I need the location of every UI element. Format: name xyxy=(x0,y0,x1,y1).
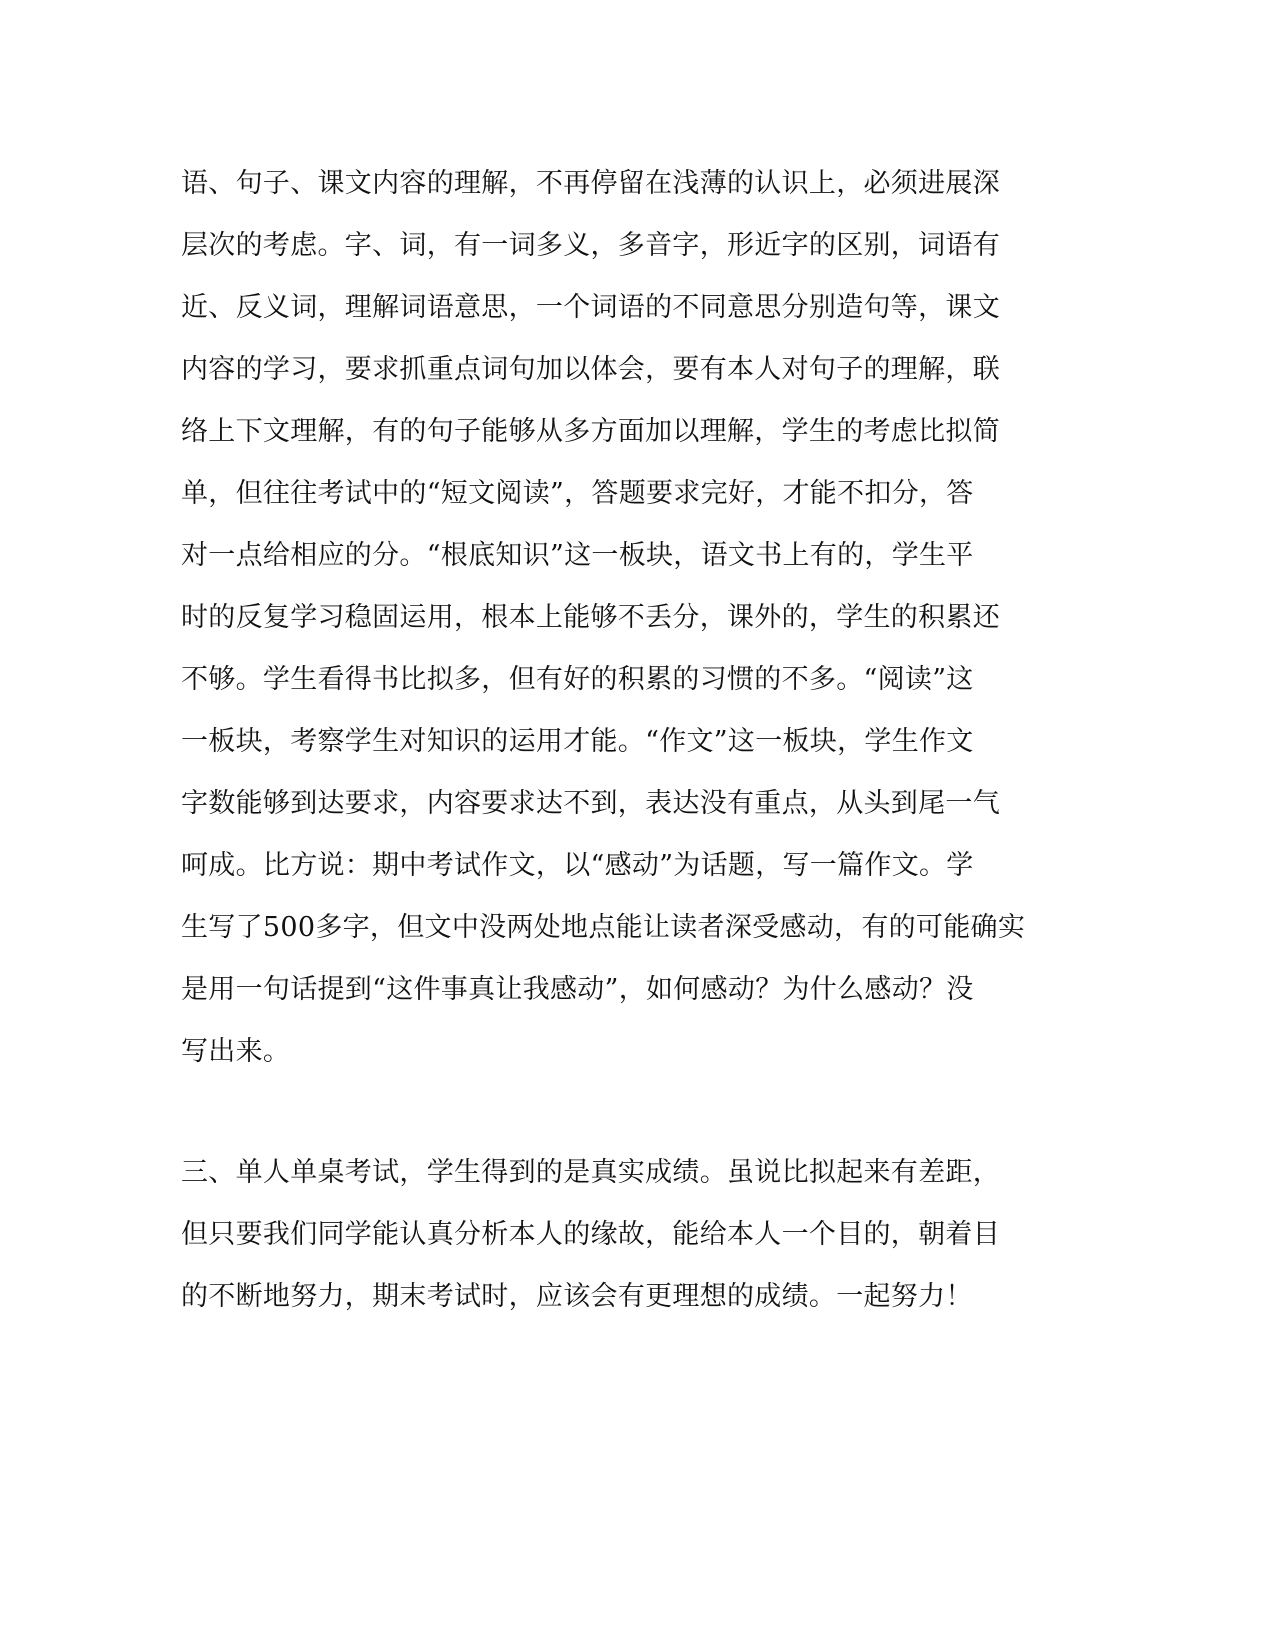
paragraph-section-three xyxy=(181,1142,1081,1328)
text-line: 一板块，考察学生对知识的运用才能。“作文”这一板块，学生作文 xyxy=(181,726,974,757)
text-line: 字数能够到达要求，内容要求达不到，表达没有重点，从头到尾一气 xyxy=(181,788,1000,819)
text-line: 时的反复学习稳固运用，根本上能够不丢分，课外的，学生的积累还 xyxy=(181,602,1000,633)
text-line: 不够。学生看得书比拟多，但有好的积累的习惯的不多。“阅读”这 xyxy=(181,664,974,695)
text-line: 呵成。比方说：期中考试作文，以“感动”为话题，写一篇作文。学 xyxy=(181,850,974,881)
text-line: 内容的学习，要求抓重点词句加以体会，要有本人对句子的理解，联 xyxy=(181,354,1000,385)
text-line: 单，但往往考试中的“短文阅读”，答题要求完好，才能不扣分，答 xyxy=(181,478,974,509)
paragraph-exam-analysis xyxy=(181,153,1081,1083)
text-line: 对一点给相应的分。“根底知识”这一板块，语文书上有的，学生平 xyxy=(181,540,974,571)
text-line: 但只要我们同学能认真分析本人的缘故，能给本人一个目的，朝着目 xyxy=(181,1219,1000,1250)
text-line: 的不断地努力，期末考试时，应该会有更理想的成绩。一起努力！ xyxy=(181,1281,973,1312)
text-line: 生写了500多字，但文中没两处地点能让读者深受感动，有的可能确实 xyxy=(181,912,1026,943)
text-line: 络上下文理解，有的句子能够从多方面加以理解，学生的考虑比拟简 xyxy=(181,416,1000,447)
text-line: 写出来。 xyxy=(181,1036,291,1067)
text-line: 语、句子、课文内容的理解，不再停留在浅薄的认识上，必须进展深 xyxy=(181,168,1000,199)
text-line: 近、反义词，理解词语意思，一个词语的不同意思分别造句等，课文 xyxy=(181,292,1000,323)
text-line: 是用一句话提到“这件事真让我感动”，如何感动？为什么感动？没 xyxy=(181,974,974,1005)
text-line: 层次的考虑。字、词，有一词多义，多音字，形近字的区别，词语有 xyxy=(181,230,1000,261)
text-line: 三、单人单桌考试，学生得到的是真实成绩。虽说比拟起来有差距， xyxy=(181,1157,1000,1188)
